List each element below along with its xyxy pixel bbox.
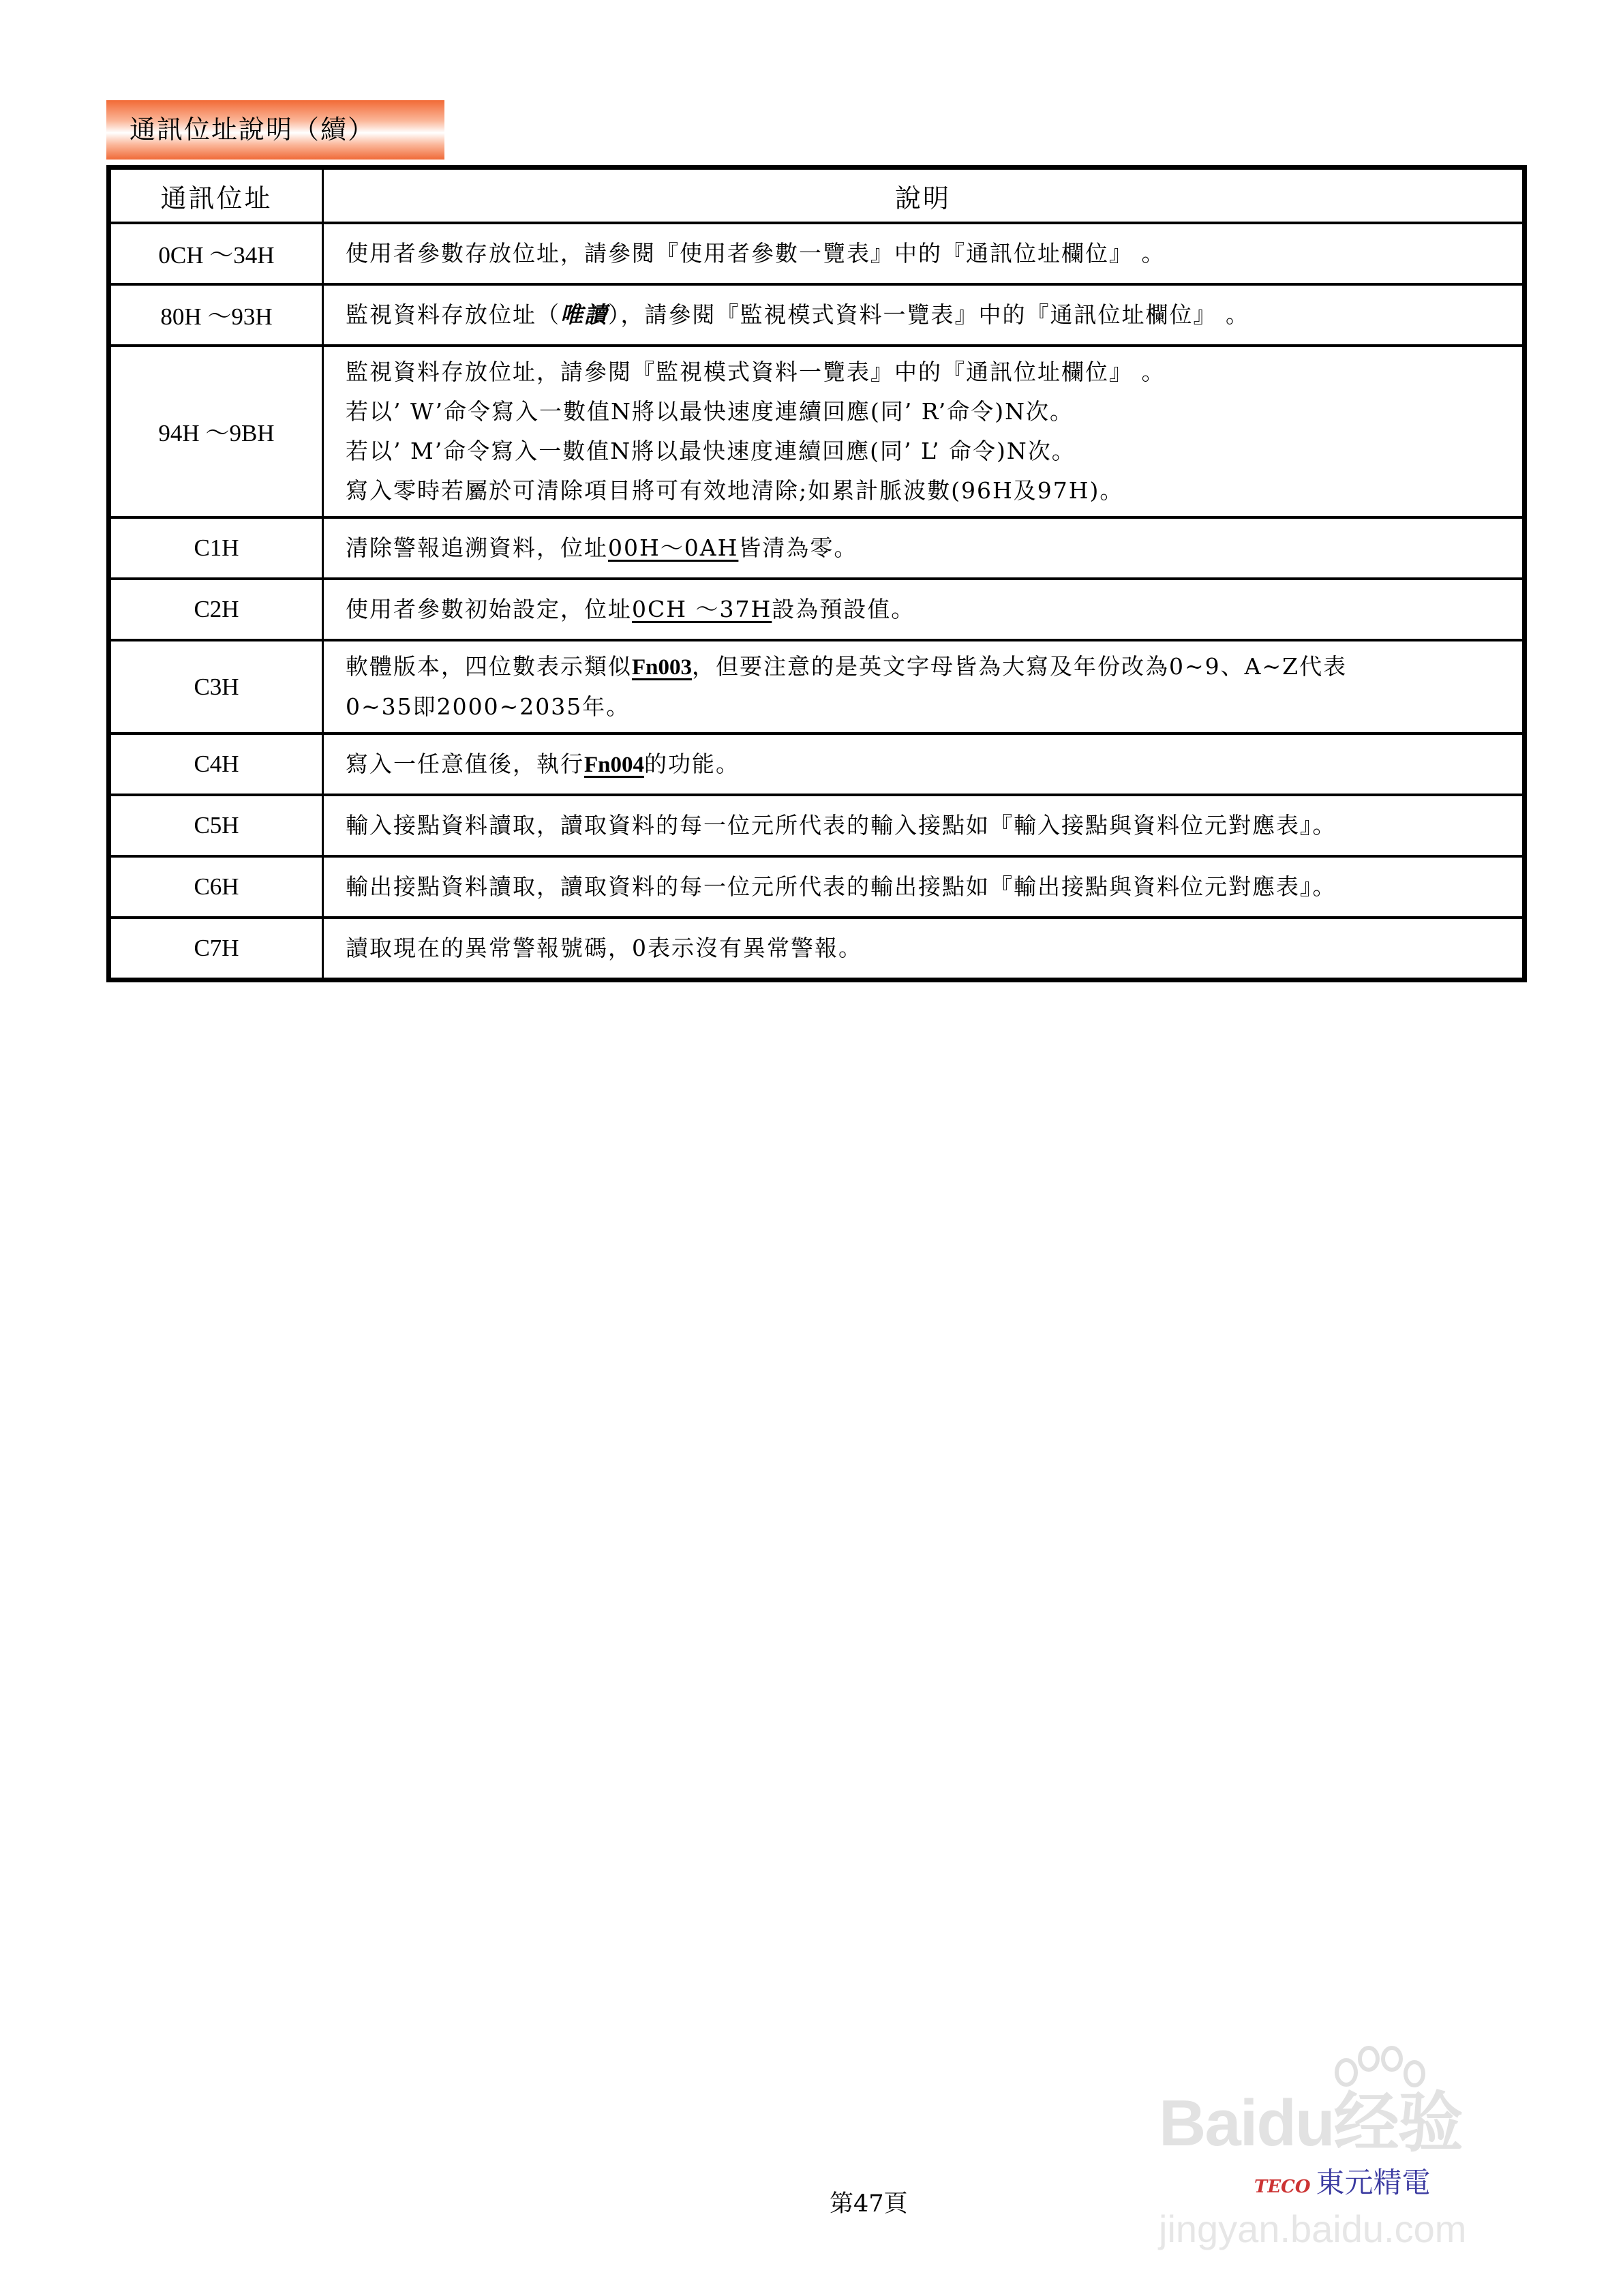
- description-cell: [323, 734, 1525, 795]
- text-segment: 皆清為零。: [738, 534, 858, 561]
- text-segment: ，但要注意的是英文字母皆為大寫及年份改為0~9、A~Z代表: [692, 653, 1348, 680]
- header-description: 說明: [323, 168, 1525, 224]
- text-segment: 設為預設值。: [772, 596, 915, 622]
- description-line: [346, 647, 1522, 687]
- text-segment: 使用者參數存放位址，請參閱『使用者參數一覽表』中的『通訊位址欄位』 。: [346, 240, 1166, 267]
- table-row: [109, 579, 1525, 640]
- text-segment: 若以’ M’命令寫入一數值N將以最快速度連續回應(同’ L’ 命令)N次。: [346, 438, 1076, 464]
- header-address: 通訊位址: [109, 168, 323, 224]
- address-cell: C7H: [109, 918, 323, 980]
- description-line: [346, 806, 1522, 845]
- emphasis-text: 唯讀: [560, 301, 608, 328]
- page-number: 第47頁: [830, 2190, 908, 2218]
- description-line: [346, 295, 1522, 335]
- text-segment: 監視資料存放位址，請參閱『監視模式資料一覽表』中的『通訊位址欄位』 。: [346, 359, 1166, 385]
- description-cell: [323, 579, 1525, 640]
- text-segment: 0~35即2000~2035年。: [346, 693, 631, 720]
- description-line: [346, 687, 1522, 727]
- description-line: [346, 867, 1522, 907]
- description-line: [346, 744, 1522, 785]
- watermark-brand: Baidu经验: [1159, 2087, 1462, 2160]
- baidu-watermark: [1159, 2045, 1568, 2263]
- description-line: [346, 471, 1522, 511]
- address-cell: C5H: [109, 795, 323, 856]
- address-cell: 94H ～9BH: [109, 346, 323, 517]
- text-segment: 清除警報追溯資料，位址: [346, 534, 608, 561]
- reference-text: 0CH ～37H: [632, 596, 772, 622]
- description-line: [346, 928, 1522, 968]
- section-title: 通訊位址說明（續）: [106, 100, 444, 160]
- description-cell: [323, 223, 1525, 284]
- table-row: [109, 284, 1525, 346]
- description-cell: [323, 346, 1525, 517]
- table-row: [109, 640, 1525, 734]
- description-cell: [323, 795, 1525, 856]
- description-cell: [323, 918, 1525, 980]
- description-line: [346, 234, 1522, 273]
- text-segment: 的功能。: [644, 750, 740, 777]
- text-segment: 若以’ W’命令寫入一數值N將以最快速度連續回應(同’ R’命令)N次。: [346, 398, 1074, 425]
- address-table: [106, 165, 1527, 982]
- table-row: [109, 517, 1525, 579]
- address-cell: C3H: [109, 640, 323, 734]
- table-row: [109, 918, 1525, 980]
- table-header-row: [109, 168, 1525, 224]
- text-segment: 監視資料存放位址（: [346, 301, 560, 328]
- text-segment: 輸入接點資料讀取，讀取資料的每一位元所代表的輸入接點如『輸入接點與資料位元對應表』。: [346, 812, 1337, 839]
- logo-mark: TECO: [1254, 2177, 1311, 2197]
- address-cell: C2H: [109, 579, 323, 640]
- description-cell: [323, 856, 1525, 918]
- address-cell: 0CH ～34H: [109, 223, 323, 284]
- description-cell: [323, 640, 1525, 734]
- description-line: [346, 528, 1522, 568]
- reference-text: Fn004: [584, 752, 645, 777]
- text-segment: ），請參閱『監視模式資料一覽表』中的『通訊位址欄位』 。: [608, 301, 1249, 328]
- company-logo: [1254, 2164, 1431, 2201]
- table-row: [109, 856, 1525, 918]
- reference-text: 00H～0AH: [608, 534, 739, 561]
- description-line: [346, 392, 1522, 432]
- table-row: [109, 795, 1525, 856]
- address-cell: C6H: [109, 856, 323, 918]
- description-line: [346, 352, 1522, 392]
- text-segment: 軟體版本，四位數表示類似: [346, 653, 632, 680]
- text-segment: 寫入零時若屬於可清除項目將可有效地清除;如累計脈波數(96H及97H)。: [346, 477, 1124, 504]
- table-row: [109, 734, 1525, 795]
- company-name: 東元精電: [1316, 2166, 1431, 2199]
- text-segment: 輸出接點資料讀取，讀取資料的每一位元所代表的輸出接點如『輸出接點與資料位元對應表』。: [346, 873, 1337, 900]
- address-cell: 80H ～93H: [109, 284, 323, 346]
- table-row: [109, 223, 1525, 284]
- description-cell: [323, 284, 1525, 346]
- description-cell: [323, 517, 1525, 579]
- address-cell: C1H: [109, 517, 323, 579]
- table-row: [109, 346, 1525, 517]
- description-line: [346, 432, 1522, 471]
- text-segment: 讀取現在的異常警報號碼，0表示沒有異常警報。: [346, 935, 862, 961]
- text-segment: 使用者參數初始設定，位址: [346, 596, 632, 622]
- reference-text: Fn003: [632, 655, 693, 680]
- text-segment: 寫入一任意值後，執行: [346, 750, 584, 777]
- watermark-url: jingyan.baidu.com: [1159, 2207, 1467, 2250]
- address-cell: C4H: [109, 734, 323, 795]
- description-line: [346, 590, 1522, 629]
